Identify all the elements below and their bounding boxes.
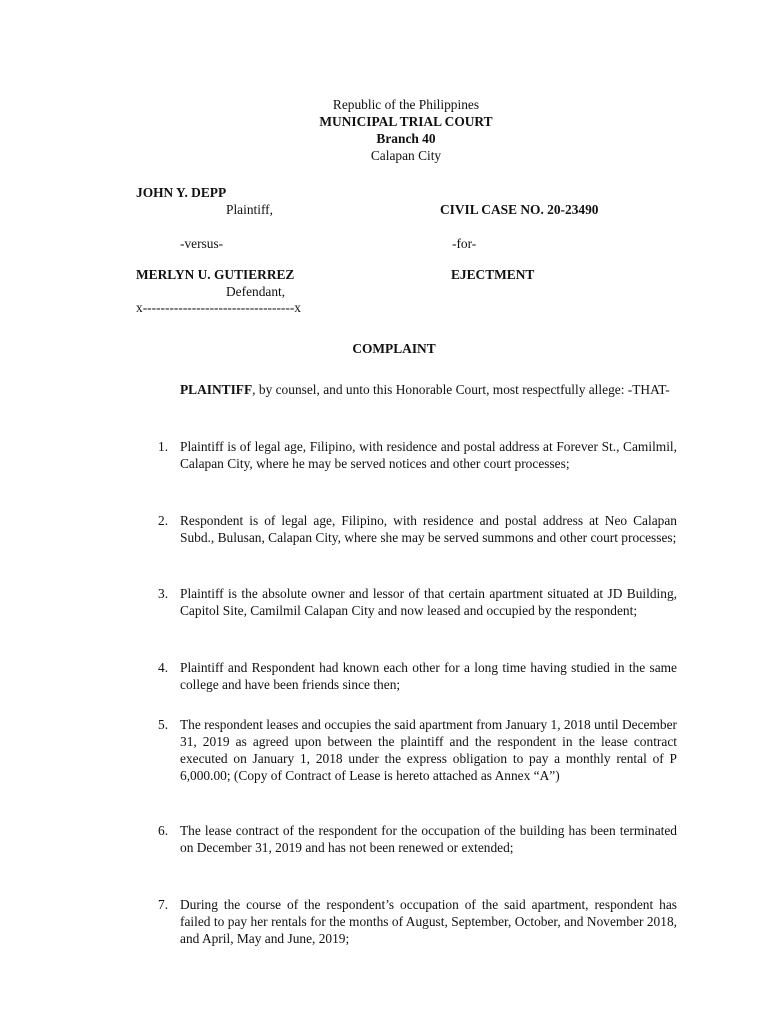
defendant-role: Defendant, [226,284,286,299]
allegation-number: 5. [158,717,169,732]
allegation-number: 3. [158,586,169,601]
intro-text: , by counsel, and unto this Honorable Court, most respectfully allege: -THAT- [252,382,670,397]
case-nature: EJECTMENT [451,267,535,282]
allegation-text: Plaintiff is of legal age, Filipino, with residence and postal address at Forever St., Camilmil, Calapan City, where he may be served notices and other court processes; [180,439,677,471]
allegation-number: 7. [158,897,169,912]
intro-lead: PLAINTIFF [180,382,253,397]
branch-line: Branch 40 [376,131,436,146]
intro-paragraph [136,381,677,398]
city-line: Calapan City [370,148,442,163]
allegation-item [136,896,677,947]
allegation-text: Plaintiff is the absolute owner and lessor of that certain apartment situated at JD Building, Capitol Site, Camilmil Calapan City and now leased and occupied by the respondent; [180,586,677,618]
for-label: -for- [452,236,477,251]
court-header [0,96,768,164]
allegation-text: The respondent leases and occupies the said apartment from January 1, 2018 until December 31, 2019 as agreed upon between the plaintiff and the respondent in the lease contract executed on January 1, 2018 under the express obligation to pay a monthly rental of P 6,000.00; (Copy of Contract of Lease is hereto attached as Annex “A”) [180,717,677,783]
case-number: CIVIL CASE NO. 20-23490 [440,202,599,217]
allegation-item [136,716,677,784]
allegation-item [136,659,677,693]
court-name: MUNICIPAL TRIAL COURT [319,114,493,129]
allegation-item [136,822,677,856]
defendant-name: MERLYN U. GUTIERREZ [136,267,295,282]
versus-label: -versus- [180,236,224,251]
allegation-item [136,585,677,619]
allegation-item [136,438,677,472]
document-title: COMPLAINT [352,341,436,356]
republic-line: Republic of the Philippines [332,97,480,112]
allegation-number: 1. [158,439,169,454]
allegation-number: 6. [158,823,169,838]
plaintiff-role: Plaintiff, [226,202,273,217]
allegation-text: The lease contract of the respondent for the occupation of the building has been terminated on December 31, 2019 and has not been renewed or extended; [180,823,677,855]
plaintiff-name: JOHN Y. DEPP [136,185,227,200]
allegation-text: Respondent is of legal age, Filipino, with residence and postal address at Neo Calapan Subd., Bulusan, Calapan City, where she may be served summons and other court processes; [180,513,677,545]
allegation-text: During the course of the respondent’s occupation of the said apartment, respondent has failed to pay her rentals for the months of August, September, October, and November 2018, and April, May and June, 2019; [180,897,677,946]
allegation-text: Plaintiff and Respondent had known each other for a long time having studied in the same college and have been friends since then; [180,660,677,692]
allegation-number: 4. [158,660,169,675]
allegation-item [136,512,677,546]
caption-divider: x----------------------------------x [136,300,302,315]
allegation-number: 2. [158,513,169,528]
